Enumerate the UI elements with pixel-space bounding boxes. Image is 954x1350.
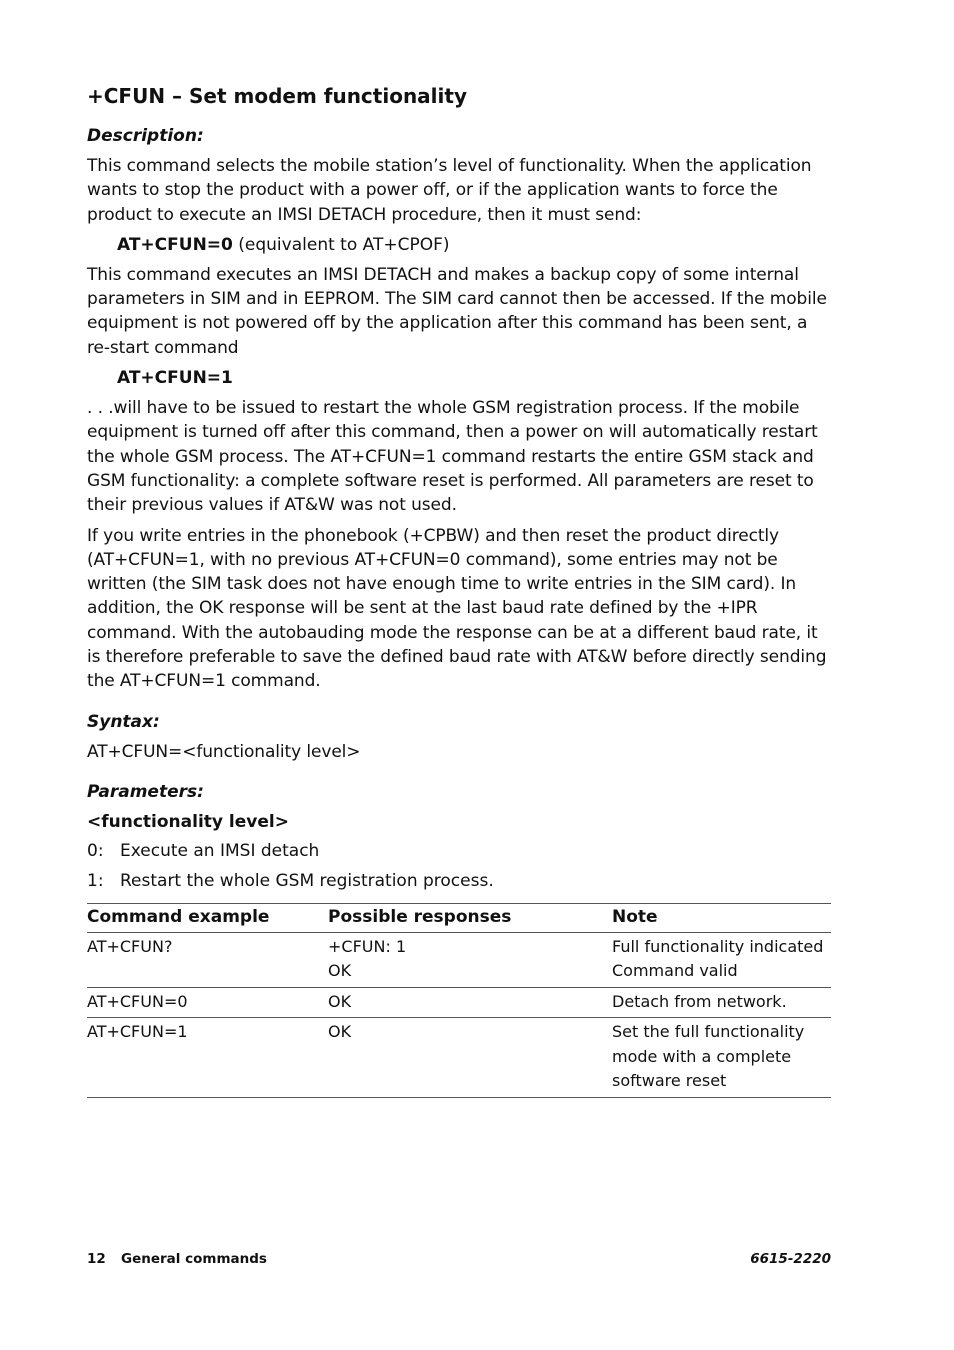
command-cfun-0 [117, 233, 831, 257]
parameter-value-number: 0: [87, 840, 104, 861]
note-line: software reset [612, 1071, 727, 1091]
table-cell-command: AT+CFUN? [87, 932, 328, 987]
table-header-note: Note [612, 903, 831, 932]
description-paragraph-1: This command selects the mobile station’s level of functionality. When the application wants to stop the product with a power off, or if the application wants to force the product to execute an IMSI DETACH procedure, then it must send: [87, 156, 812, 225]
page-number: 12 [87, 1251, 106, 1267]
table-cell-command: AT+CFUN=1 [87, 1018, 328, 1098]
note-line: mode with a complete [612, 1046, 792, 1066]
response-line: OK [328, 1022, 352, 1042]
description-heading: Description: [87, 126, 204, 146]
table-cell-response [328, 1018, 612, 1098]
parameter-name: <functionality level> [87, 811, 289, 832]
note-line: Full functionality indicated [612, 936, 824, 956]
command-cfun-0-note: (equivalent to AT+CPOF) [232, 234, 450, 255]
description-paragraph-3: . . .will have to be issued to restart the whole GSM registration process. If the mobile equipment is turned off after this command, then a power on will automatically restart the whole GSM process. The AT+CFUN=1 command restarts the entire GSM stack and GSM functionality: a complete software reset is performed. All parameters are reset to their previous values if AT&W was not used. [87, 398, 818, 516]
table-row [87, 932, 831, 987]
command-cfun-1-code: AT+CFUN=1 [117, 368, 233, 389]
table-cell-note [612, 932, 831, 987]
note-line: Command valid [612, 961, 738, 981]
table-cell-note [612, 1018, 831, 1098]
table-row [87, 1018, 831, 1098]
table-header-responses: Possible responses [328, 903, 612, 932]
syntax-text: AT+CFUN=<functionality level> [87, 741, 361, 762]
table-header-row [87, 903, 831, 932]
command-cfun-1 [117, 366, 831, 390]
command-example-table [87, 903, 831, 1098]
response-line: +CFUN: 1 [328, 936, 407, 956]
note-line: Set the full functionality [612, 1022, 805, 1042]
command-cfun-0-code: AT+CFUN=0 [117, 234, 233, 255]
parameter-value-text: Restart the whole GSM registration process. [120, 870, 494, 891]
page-title: +CFUN – Set modem functionality [87, 84, 467, 108]
description-paragraph-4: If you write entries in the phonebook (+CPBW) and then reset the product directly (AT+CFUN=1, with no previous AT+CFUN=0 command), some entries may not be written (the SIM task does not have enough time to write entries in the SIM card). In addition, the OK response will be sent at the last baud rate defined by the +IPR command. With the autobauding mode the response can be at a different baud rate, it is therefore preferable to save the defined baud rate with AT&W before directly sending the AT+CFUN=1 command. [87, 525, 827, 692]
section-name: General commands [121, 1251, 267, 1267]
parameter-value [87, 869, 831, 893]
parameter-value-number: 1: [87, 870, 104, 891]
table-cell-response [328, 987, 612, 1018]
table-row [87, 987, 831, 1018]
parameter-value [87, 839, 831, 863]
parameters-heading: Parameters: [87, 781, 204, 802]
response-line: OK [328, 961, 352, 981]
response-line: OK [328, 991, 352, 1011]
description-paragraph-2: This command executes an IMSI DETACH and makes a backup copy of some internal parameters in SIM and in EEPROM. The SIM card cannot then be accessed. If the mobile equipment is not powered off by the application after this command has been sent, a re-start command [87, 264, 827, 358]
syntax-heading: Syntax: [87, 711, 160, 732]
document-number: 6615-2220 [750, 1251, 831, 1267]
parameter-value-text: Execute an IMSI detach [120, 840, 320, 861]
table-cell-note [612, 987, 831, 1018]
note-line: Detach from network. [612, 991, 787, 1011]
table-header-command: Command example [87, 903, 328, 932]
page-footer [87, 1251, 831, 1267]
page-content [87, 82, 831, 1098]
table-cell-command: AT+CFUN=0 [87, 987, 328, 1018]
table-cell-response [328, 932, 612, 987]
